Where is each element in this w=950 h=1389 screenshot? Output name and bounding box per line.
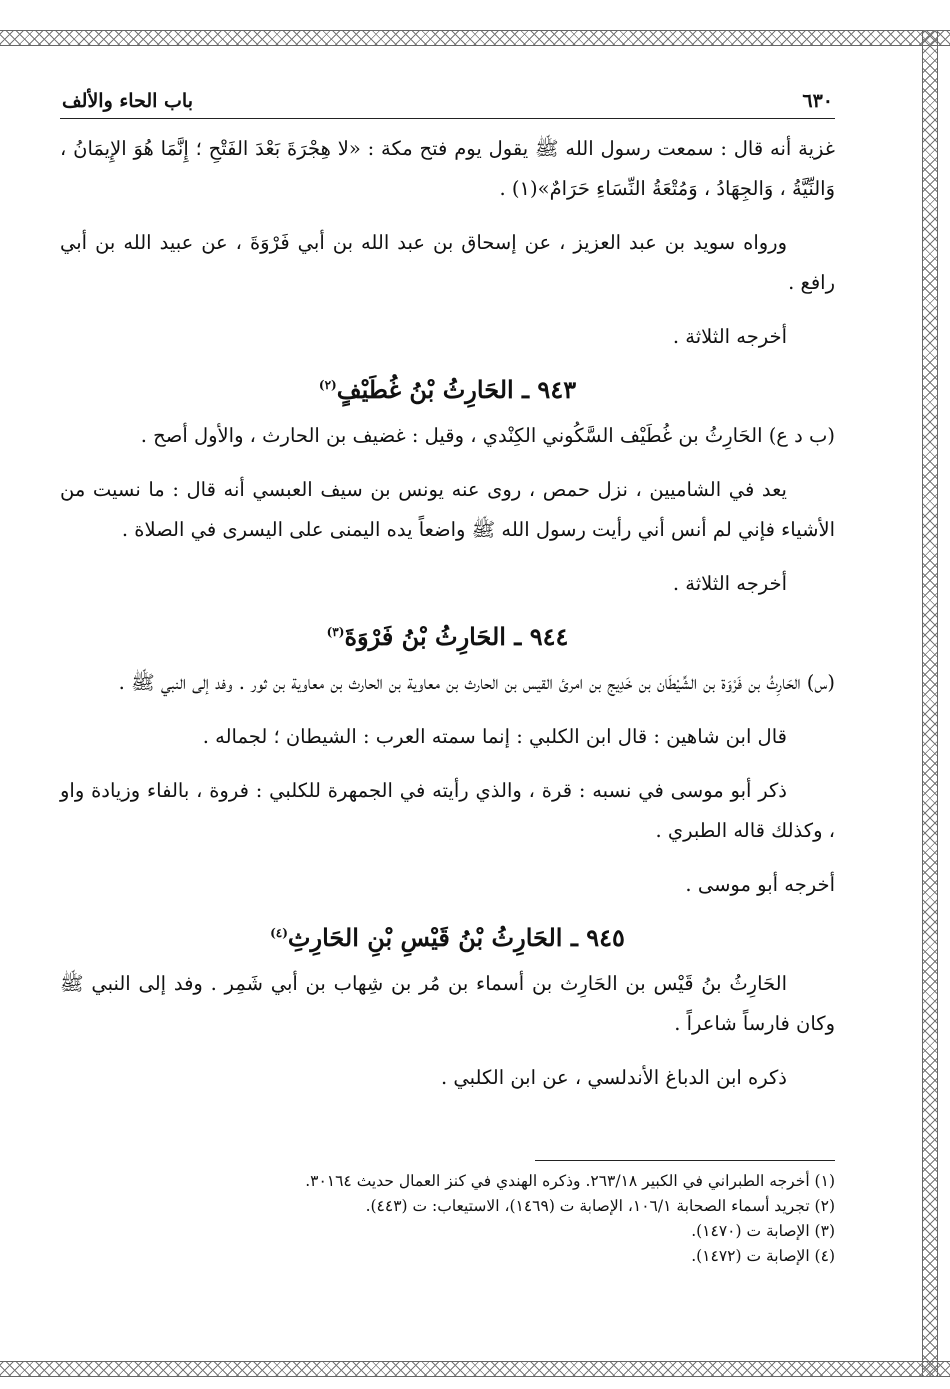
entry-separator: ـ	[513, 375, 538, 404]
paragraph: أخرجه أبو موسى .	[685, 873, 835, 896]
entry-number: ٩٤٥	[586, 923, 625, 952]
footnote-ref: (٣)	[326, 625, 345, 639]
footnote-3: (٣) الإصابة ت (١٤٧٠).	[691, 1222, 835, 1240]
paragraph: غزية أنه قال : سمعت رسول الله ﷺ يقول يوم فتح مكة : «لا هِجْرَةَ بَعْدَ الفَتْحِ ؛ إِنَّمَا هُوَ الإِيمَانُ ، وَالنِّيَّةُ ، وَالجِهَادُ ، وَمُتْعَةُ النِّسَاءِ حَرَامٌ»(١) .	[60, 137, 835, 200]
footnotes	[60, 1160, 835, 1269]
entry-heading	[60, 923, 835, 952]
footnote-1: (١) أخرجه الطبراني في الكبير ٢٦٣/١٨. وذكره الهندي في كنز العمال حديث ٣٠١٦٤.	[305, 1172, 835, 1190]
entry-separator: ـ	[505, 622, 530, 651]
entry-name: الحَارِثُ بْنُ قَيْسِ بْنِ الحَارِثِ	[287, 923, 563, 952]
decorative-border-right	[922, 30, 938, 1376]
footnote-ref: (٢)	[318, 378, 337, 392]
paragraph: (ب د ع) الحَارِثُ بن غُطَيْف السَّكُوني الكِنْدي ، وقيل : غضيف بن الحارث ، والأول أصح .	[140, 424, 835, 447]
decorative-border-top	[0, 30, 950, 46]
entry-name: الحَارِثُ بْنُ فَرْوَةَ	[344, 622, 506, 651]
paragraph: الحَارِثُ بنُ قَيْس بن الحَارِث بن أسماء بن مُر بن شِهاب بن أبي شَمِر . وفد إلى النبي ﷺ وكان فارساً شاعراً .	[60, 972, 835, 1035]
book-page	[60, 90, 835, 1330]
running-head	[60, 90, 835, 119]
paragraph: ذكره ابن الدباغ الأندلسي ، عن ابن الكلبي .	[441, 1066, 787, 1089]
entry-separator: ـ	[562, 923, 587, 952]
paragraph: ذكر أبو موسى في نسبه : قرة ، والذي رأيته في الجمهرة للكلبي : فروة ، بالفاء وزيادة واو ، وكذلك قاله الطبري .	[60, 779, 835, 842]
paragraph: أخرجه الثلاثة .	[672, 572, 787, 595]
footnote-4: (٤) الإصابة ت (١٤٧٢).	[691, 1247, 835, 1265]
paragraph: قال ابن شاهين : قال ابن الكلبي : إنما سمته العرب : الشيطان ؛ لجماله .	[202, 725, 787, 748]
entry-heading	[60, 375, 835, 404]
footnote-2: (٢) تجريد أسماء الصحابة ١٠٦/١، الإصابة ت (١٤٦٩)، الاستيعاب: ت (٤٤٣).	[365, 1197, 835, 1215]
chapter-title: باب الحاء والألف	[62, 90, 193, 112]
page-number: ٦٣٠	[802, 90, 833, 112]
entry-number: ٩٤٤	[529, 622, 569, 651]
footnote-rule	[535, 1160, 835, 1161]
paragraph: (س) الحَارِثُ بن فَرْوَة بن الشِّيْطَان بن خَدِيج بن امرئ القيس بن الحارث بن معاوية بن الحارث بن معاوية بن ثور . وفد إلى النبي ﷺ .	[118, 671, 835, 694]
page-body	[60, 129, 835, 1098]
entry-heading	[60, 622, 835, 651]
decorative-border-bottom	[0, 1361, 950, 1377]
entry-number: ٩٤٣	[537, 375, 577, 404]
footnote-ref: (٤)	[270, 926, 288, 940]
paragraph: أخرجه الثلاثة .	[672, 325, 787, 348]
paragraph: يعد في الشاميين ، نزل حمص ، روى عنه يونس بن سيف العبسي أنه قال : ما نسيت من الأشياء فإني لم أنس أني رأيت رسول الله ﷺ واضعاً يده اليمنى على اليسرى في الصلاة .	[60, 478, 835, 541]
paragraph: ورواه سويد بن عبد العزيز ، عن إسحاق بن عبد الله بن أبي فَرْوَةَ ، عن عبيد الله بن أبي رافع .	[60, 231, 835, 294]
entry-name: الحَارِثُ بْنُ غُطَيْفٍ	[336, 375, 514, 404]
